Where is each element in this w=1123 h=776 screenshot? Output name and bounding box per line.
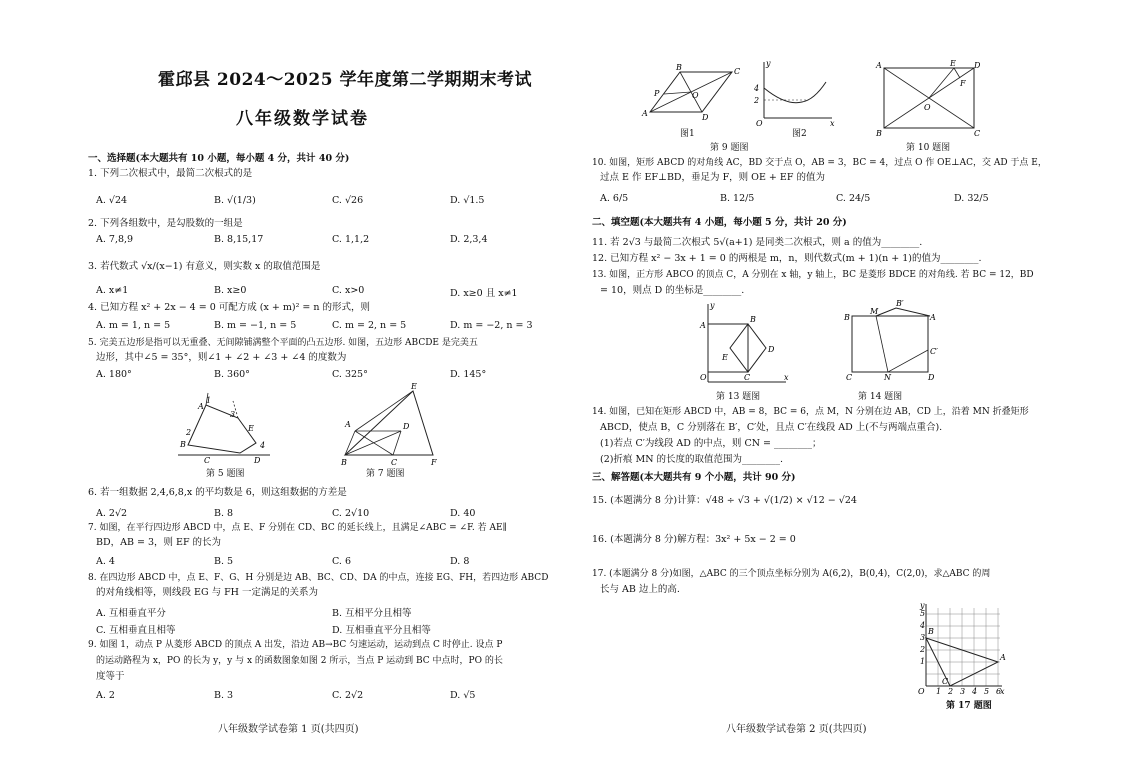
svg-text:E: E [950, 59, 956, 68]
q9-opt-b: B. 3 [214, 690, 234, 701]
svg-text:C: C [846, 373, 853, 382]
q9-stem: 9. 如图 1，动点 P 从菱形 ABCD 的顶点 A 出发，沿边 AB→BC 匀速运动，运动到点 C 时停止. 设点 P [88, 640, 503, 650]
fig7-caption: 第 7 题图 [366, 469, 405, 479]
q4-opt-b: B. m = −1, n = 5 [214, 320, 297, 331]
right-page [560, 0, 1123, 776]
svg-text:N: N [884, 373, 891, 382]
svg-text:C: C [204, 456, 211, 465]
q9-opt-a: A. 2 [96, 690, 115, 701]
q14-stem2: ABCD，使点 B，C 分别落在 B′，C′处，且点 C′在线段 AD 上(不与两端点重合). [600, 422, 943, 433]
q8-stem2: 的对角线相等，则线段 EG 与 FH 一定满足的关系为 [96, 587, 318, 598]
footer-page-2: 八年级数学试卷第 2 页(共四页) [726, 724, 867, 735]
svg-text:A: A [345, 420, 351, 429]
fig9-label-1: 图1 [680, 129, 695, 139]
svg-text:1: 1 [936, 687, 942, 696]
svg-text:2: 2 [186, 428, 192, 437]
svg-text:E: E [248, 424, 254, 433]
q8-opt-d: D. 互相垂直平分且相等 [332, 625, 431, 636]
q17-stem2: 长与 AB 边上的高. [600, 584, 680, 595]
svg-text:4: 4 [972, 687, 978, 696]
q2-stem: 2. 下列各组数中，是勾股数的一组是 [88, 218, 243, 229]
q6-opt-a: A. 2√2 [96, 508, 128, 519]
svg-text:F: F [431, 458, 437, 467]
q2-opt-a: A. 7,8,9 [96, 234, 134, 245]
svg-text:B: B [928, 627, 934, 636]
q6-opt-c: C. 2√10 [332, 508, 370, 519]
svg-text:O: O [918, 687, 925, 696]
q14-part1: (1)若点 C′为线段 AD 的中点，则 CN = ________； [600, 438, 822, 449]
left-page [0, 0, 560, 776]
q4-stem: 4. 已知方程 x² + 2x − 4 = 0 可配方成 (x + m)² = n 的形式，则 [88, 302, 371, 313]
q9-stem2: 的运动路程为 x，PO 的长为 y，y 与 x 的函数图象如图 2 所示，当点 P 运动到 BC 中点时，PO 的长 [96, 656, 503, 666]
q1-opt-b: B. √(1/3) [214, 195, 256, 206]
q3-opt-b: B. x≥0 [214, 285, 247, 296]
svg-text:B: B [180, 440, 186, 449]
q5-opt-d: D. 145° [450, 369, 487, 380]
svg-text:1: 1 [206, 396, 212, 405]
q7-opt-a: A. 4 [96, 556, 115, 567]
q8-opt-c: C. 互相垂直且相等 [96, 625, 176, 636]
svg-text:x: x [830, 119, 835, 128]
svg-text:y: y [920, 601, 925, 610]
svg-text:O: O [756, 119, 763, 128]
svg-text:x: x [784, 373, 789, 382]
q2-opt-b: B. 8,15,17 [214, 234, 264, 245]
svg-text:B: B [876, 129, 882, 138]
q8-opt-a: A. 互相垂直平分 [96, 608, 166, 619]
fig5-caption: 第 5 题图 [206, 469, 245, 479]
section2-heading: 二、填空题(本大题共有 4 小题，每小题 5 分，共计 20 分) [592, 217, 847, 228]
fig13-square-rhombus-diagram [698, 302, 788, 386]
q10-stem2: 过点 E 作 EF⊥BD，垂足为 F，则 OE + EF 的值为 [600, 172, 825, 183]
q1-opt-d: D. √1.5 [450, 195, 485, 206]
q10-opt-b: B. 12/5 [720, 193, 755, 204]
exam-title: 霍邱县 2024～2025 学年度第二学期期末考试 [158, 70, 532, 90]
q1-stem: 1. 下列二次根式中，最简二次根式的是 [88, 168, 253, 179]
svg-text:A: A [876, 61, 882, 70]
q10-stem: 10. 如图，矩形 ABCD 的对角线 AC，BD 交于点 O，AB = 3，BC = 4，过点 O 作 OE⊥AC，交 AD 于点 E， [592, 158, 1047, 168]
q4-opt-d: D. m = −2, n = 3 [450, 320, 533, 331]
svg-text:C: C [391, 458, 398, 467]
footer-page-1: 八年级数学试卷第 1 页(共四页) [218, 724, 359, 735]
svg-text:A: A [700, 321, 706, 330]
svg-text:2: 2 [754, 96, 760, 105]
q3-opt-c: C. x>0 [332, 285, 365, 296]
q4-opt-c: C. m = 2, n = 5 [332, 320, 407, 331]
q14-stem: 14. 如图，已知在矩形 ABCD 中，AB = 8，BC = 6，点 M，N 分别在边 AB，CD 上，沿着 MN 折叠矩形 [592, 407, 1029, 417]
q13-stem: 13. 如图，正方形 ABCO 的顶点 C，A 分别在 x 轴，y 轴上，BC 是菱形 BDCE 的对角线. 若 BC = 12，BD [592, 270, 1034, 280]
q5-stem: 5. 完美五边形是指可以无重叠、无间隙铺满整个平面的凸五边形. 如图，五边形 ABCDE 是完美五 [88, 338, 478, 348]
fig17-caption: 第 17 题图 [946, 701, 992, 711]
svg-text:B′: B′ [896, 299, 904, 308]
svg-text:5: 5 [920, 609, 926, 618]
q2-opt-d: D. 2,3,4 [450, 234, 488, 245]
svg-text:C: C [744, 373, 751, 382]
q7-stem: 7. 如图，在平行四边形 ABCD 中，点 E、F 分别在 CD、BC 的延长线上，且满足∠ABC = ∠F. 若 AE∥ [88, 523, 507, 533]
q7-opt-b: B. 5 [214, 556, 234, 567]
q7-opt-c: C. 6 [332, 556, 352, 567]
svg-text:4: 4 [754, 84, 760, 93]
svg-text:B: B [676, 63, 682, 72]
svg-text:C′: C′ [930, 347, 938, 356]
q9-opt-d: D. √5 [450, 690, 476, 701]
svg-text:A: A [930, 313, 936, 322]
svg-text:B: B [750, 315, 756, 324]
svg-text:E: E [722, 353, 728, 362]
svg-text:E: E [411, 382, 417, 391]
svg-text:M: M [870, 307, 879, 316]
q6-opt-d: D. 40 [450, 508, 476, 519]
q5-opt-c: C. 325° [332, 369, 368, 380]
svg-text:1: 1 [920, 657, 926, 666]
q6-stem: 6. 若一组数据 2,4,6,8,x 的平均数是 6，则这组数据的方差是 [88, 487, 347, 498]
q5-opt-b: B. 360° [214, 369, 250, 380]
svg-text:3: 3 [230, 410, 236, 419]
svg-text:O: O [700, 373, 707, 382]
q12-stem: 12. 已知方程 x² − 3x + 1 = 0 的两根是 m，n，则代数式(m + 1)(n + 1)的值为________. [592, 253, 982, 264]
svg-text:A: A [642, 109, 648, 118]
fig7-parallelogram-diagram [341, 382, 440, 467]
fig14-folded-rectangle-diagram [844, 299, 942, 382]
q6-opt-b: B. 8 [214, 508, 234, 519]
fig9-caption: 第 9 题图 [710, 143, 749, 153]
fig10-caption: 第 10 题图 [906, 143, 951, 153]
q5-opt-a: A. 180° [96, 369, 132, 380]
q7-opt-d: D. 8 [450, 556, 470, 567]
section1-heading: 一、选择题(本大题共有 10 小题，每小题 4 分，共计 40 分) [88, 153, 350, 164]
svg-text:P: P [654, 89, 660, 98]
svg-text:2: 2 [948, 687, 954, 696]
svg-text:B: B [844, 313, 850, 322]
svg-text:4: 4 [260, 441, 266, 450]
q13-stem2: = 10，则点 D 的坐标是________. [600, 285, 745, 296]
q17-stem: 17. (本题满分 8 分)如图，△ABC 的三个顶点坐标分别为 A(6,2)，B(0,4)，C(2,0)，求△ABC 的周 [592, 569, 991, 579]
svg-text:C: C [974, 129, 981, 138]
fig5-pentagon-diagram [178, 393, 278, 463]
q11-stem: 11. 若 2√3 与最简二次根式 5√(a+1) 是同类二次根式，则 a 的值为________. [592, 237, 923, 248]
svg-text:C: C [734, 67, 741, 76]
q16-stem: 16. (本题满分 8 分)解方程：3x² + 5x − 2 = 0 [592, 534, 796, 545]
section3-heading: 三、解答题(本大题共有 9 个小题，共计 90 分) [592, 472, 796, 483]
q4-opt-a: A. m = 1, n = 5 [96, 320, 171, 331]
q5-stem2: 边形，其中∠5 = 35°，则∠1 + ∠2 + ∠3 + ∠4 的度数为 [96, 352, 347, 363]
svg-text:4: 4 [920, 621, 926, 630]
q9-opt-c: C. 2√2 [332, 690, 364, 701]
q8-opt-b: B. 互相平分且相等 [332, 608, 412, 619]
svg-text:3: 3 [960, 687, 966, 696]
q3-stem: 3. 若代数式 √x/(x−1) 有意义，则实数 x 的取值范围是 [88, 261, 321, 272]
svg-text:D: D [702, 113, 709, 122]
q3-opt-a: A. x≠1 [96, 285, 129, 296]
subject-title: 八年级数学试卷 [236, 109, 369, 129]
fig10-rectangle-diagram [876, 59, 981, 138]
svg-text:D: D [974, 61, 981, 70]
svg-text:B: B [341, 458, 347, 467]
svg-text:D: D [928, 373, 935, 382]
svg-text:D: D [254, 456, 261, 465]
fig14-caption: 第 14 题图 [858, 392, 903, 402]
q1-opt-a: A. √24 [96, 195, 128, 206]
q8-stem: 8. 在四边形 ABCD 中，点 E、F、G、H 分别是边 AB、BC、CD、DA 的中点，连接 EG、FH，若四边形 ABCD [88, 573, 549, 583]
fig9-label-2: 图2 [792, 129, 807, 139]
q15-stem: 15. (本题满分 8 分)计算：√48 ÷ √3 + √(1/2) × √12 − √24 [592, 495, 857, 506]
svg-text:y: y [766, 59, 771, 68]
fig13-caption: 第 13 题图 [716, 392, 761, 402]
svg-text:F: F [960, 79, 966, 88]
q2-opt-c: C. 1,1,2 [332, 234, 370, 245]
q7-stem2: BD，AB = 3，则 EF 的长为 [96, 537, 222, 548]
fig9-function-graph [754, 59, 836, 128]
q3-opt-d: D. x≥0 且 x≠1 [450, 288, 518, 299]
svg-text:5: 5 [984, 687, 990, 696]
fig9-rhombus-diagram [642, 63, 741, 122]
svg-text:3: 3 [920, 633, 926, 642]
svg-text:y: y [710, 301, 715, 310]
svg-text:A: A [1000, 653, 1006, 662]
svg-text:A: A [198, 402, 204, 411]
q10-opt-c: C. 24/5 [836, 193, 871, 204]
q9-stem3: 度等于 [96, 671, 125, 682]
q10-opt-a: A. 6/5 [600, 193, 629, 204]
fig17-grid-triangle-diagram [916, 601, 1006, 696]
svg-text:C: C [942, 677, 949, 686]
svg-text:D: D [403, 422, 410, 431]
q1-opt-c: C. √26 [332, 195, 364, 206]
q14-part2: (2)折痕 MN 的长度的取值范围为________. [600, 454, 784, 465]
svg-text:D: D [768, 345, 775, 354]
svg-text:O: O [692, 91, 699, 100]
svg-text:x: x [1000, 687, 1005, 696]
svg-text:6: 6 [996, 687, 1002, 696]
svg-text:O: O [924, 103, 931, 112]
svg-text:2: 2 [920, 645, 926, 654]
q10-opt-d: D. 32/5 [954, 193, 989, 204]
